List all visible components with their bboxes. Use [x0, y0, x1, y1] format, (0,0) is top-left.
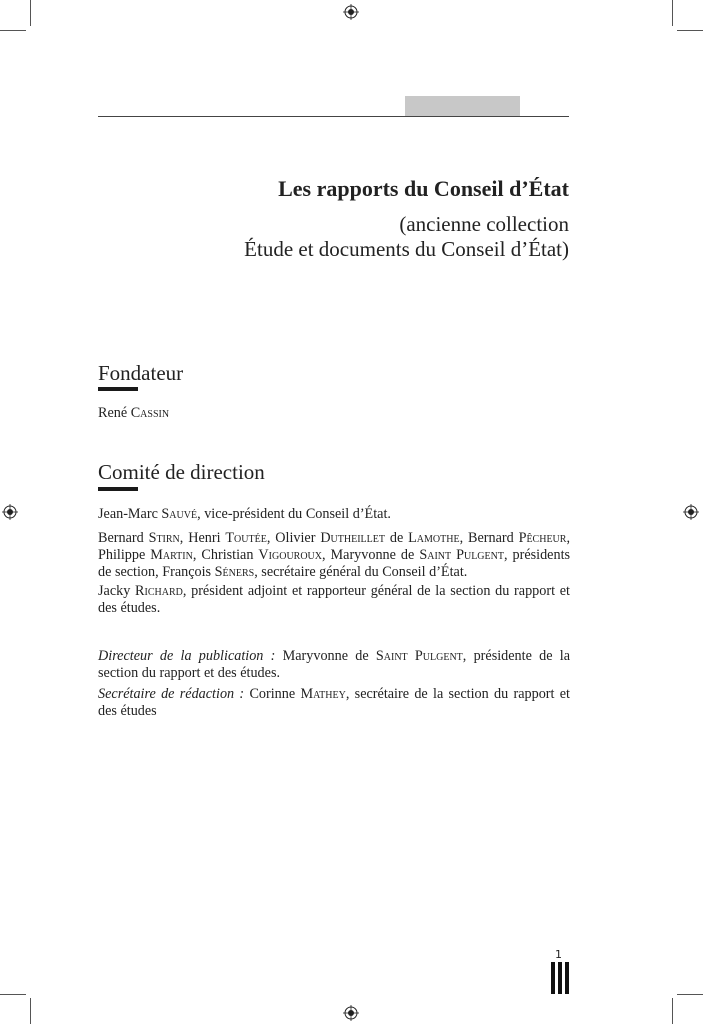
committee-adjoint: [98, 583, 570, 617]
person-last: Dutheillet: [320, 530, 385, 546]
publication-secretary: [98, 686, 570, 720]
person-last: Séners: [214, 564, 255, 580]
person-separator: ,: [192, 547, 202, 563]
registration-mark-icon: [2, 504, 18, 520]
crop-mark: [672, 0, 673, 26]
crop-mark: [30, 998, 31, 1024]
person-last: Saint Pulgent: [419, 547, 504, 563]
person-last: Sauvé: [161, 506, 198, 522]
secretary-label: Secrétaire de rédaction :: [98, 686, 245, 702]
committee-heading: Comité de direction: [98, 460, 265, 484]
founder-first: René: [98, 405, 131, 421]
founder-heading: Fondateur: [98, 361, 184, 385]
person-separator: ,: [459, 530, 468, 546]
person-last: Richard: [135, 583, 183, 599]
person-separator: ,: [179, 530, 189, 546]
thumb-bar: [558, 962, 562, 994]
heading-underline: [98, 487, 138, 491]
person-separator: ,: [266, 530, 276, 546]
founder-name: [98, 405, 570, 422]
person-separator: de: [384, 530, 409, 546]
person-last: Stirn: [148, 530, 180, 546]
thumb-bar: [551, 962, 555, 994]
person-separator: ,: [322, 547, 331, 563]
crop-mark: [677, 994, 703, 995]
person-last: Vigouroux: [258, 547, 322, 563]
person-first: Henri: [188, 530, 226, 546]
committee-vp: [98, 506, 570, 523]
crop-mark: [672, 998, 673, 1024]
crop-mark: [677, 30, 703, 31]
person-role: , secrétaire de la section du rapport et des études: [98, 686, 570, 719]
person-first: Jacky: [98, 583, 136, 599]
publication-director: [98, 648, 570, 682]
page-thumb-bars: [551, 962, 569, 994]
person-last: Mathey: [300, 686, 346, 702]
person-role: , président adjoint et rapporteur général de la section du rapport et des études.: [98, 583, 570, 616]
person-first: Bernard: [98, 530, 149, 546]
subtitle-line-2: Étude et documents du Conseil d’État): [244, 237, 569, 261]
crop-mark: [0, 30, 26, 31]
person-role: , vice-président du Conseil d’État.: [197, 506, 391, 522]
crop-mark: [30, 0, 31, 26]
person-last: Saint Pulgent: [375, 648, 463, 664]
person-first: Philippe: [98, 547, 151, 563]
person-first: Christian: [201, 547, 259, 563]
subtitle-line-1: (ancienne collection: [399, 212, 569, 236]
crop-mark: [0, 994, 26, 995]
person-last: Pêcheur: [518, 530, 567, 546]
registration-mark-icon: [343, 1005, 359, 1021]
person-first: Corinne: [244, 686, 301, 702]
founder-last: Cassin: [130, 405, 170, 421]
header-rule: [98, 116, 569, 117]
person-separator: , présidents de section,: [98, 547, 571, 580]
director-label: Directeur de la publication :: [98, 648, 276, 664]
person-first: Maryvonne de: [330, 547, 420, 563]
person-last: Toutée: [225, 530, 267, 546]
registration-mark-icon: [343, 4, 359, 20]
person-first: Olivier: [275, 530, 321, 546]
registration-mark-icon: [683, 504, 699, 520]
thumb-bar: [565, 962, 569, 994]
person-first: Maryvonne de: [275, 648, 376, 664]
person-last: Martin: [150, 547, 193, 563]
page-number: 1: [555, 948, 562, 961]
person-separator: ,: [566, 530, 570, 546]
person-first: François: [162, 564, 215, 580]
person-role: , présidente de la section du rapport et des études.: [98, 648, 570, 681]
person-first: Jean-Marc: [98, 506, 162, 522]
heading-underline: [98, 387, 138, 391]
header-tab: [405, 96, 520, 117]
person-separator: , secrétaire général du Conseil d’État.: [254, 564, 468, 580]
committee-presidents: [98, 530, 570, 581]
page-title: Les rapports du Conseil d’État: [278, 176, 569, 201]
person-last: Lamothe: [408, 530, 460, 546]
person-first: Bernard: [468, 530, 519, 546]
